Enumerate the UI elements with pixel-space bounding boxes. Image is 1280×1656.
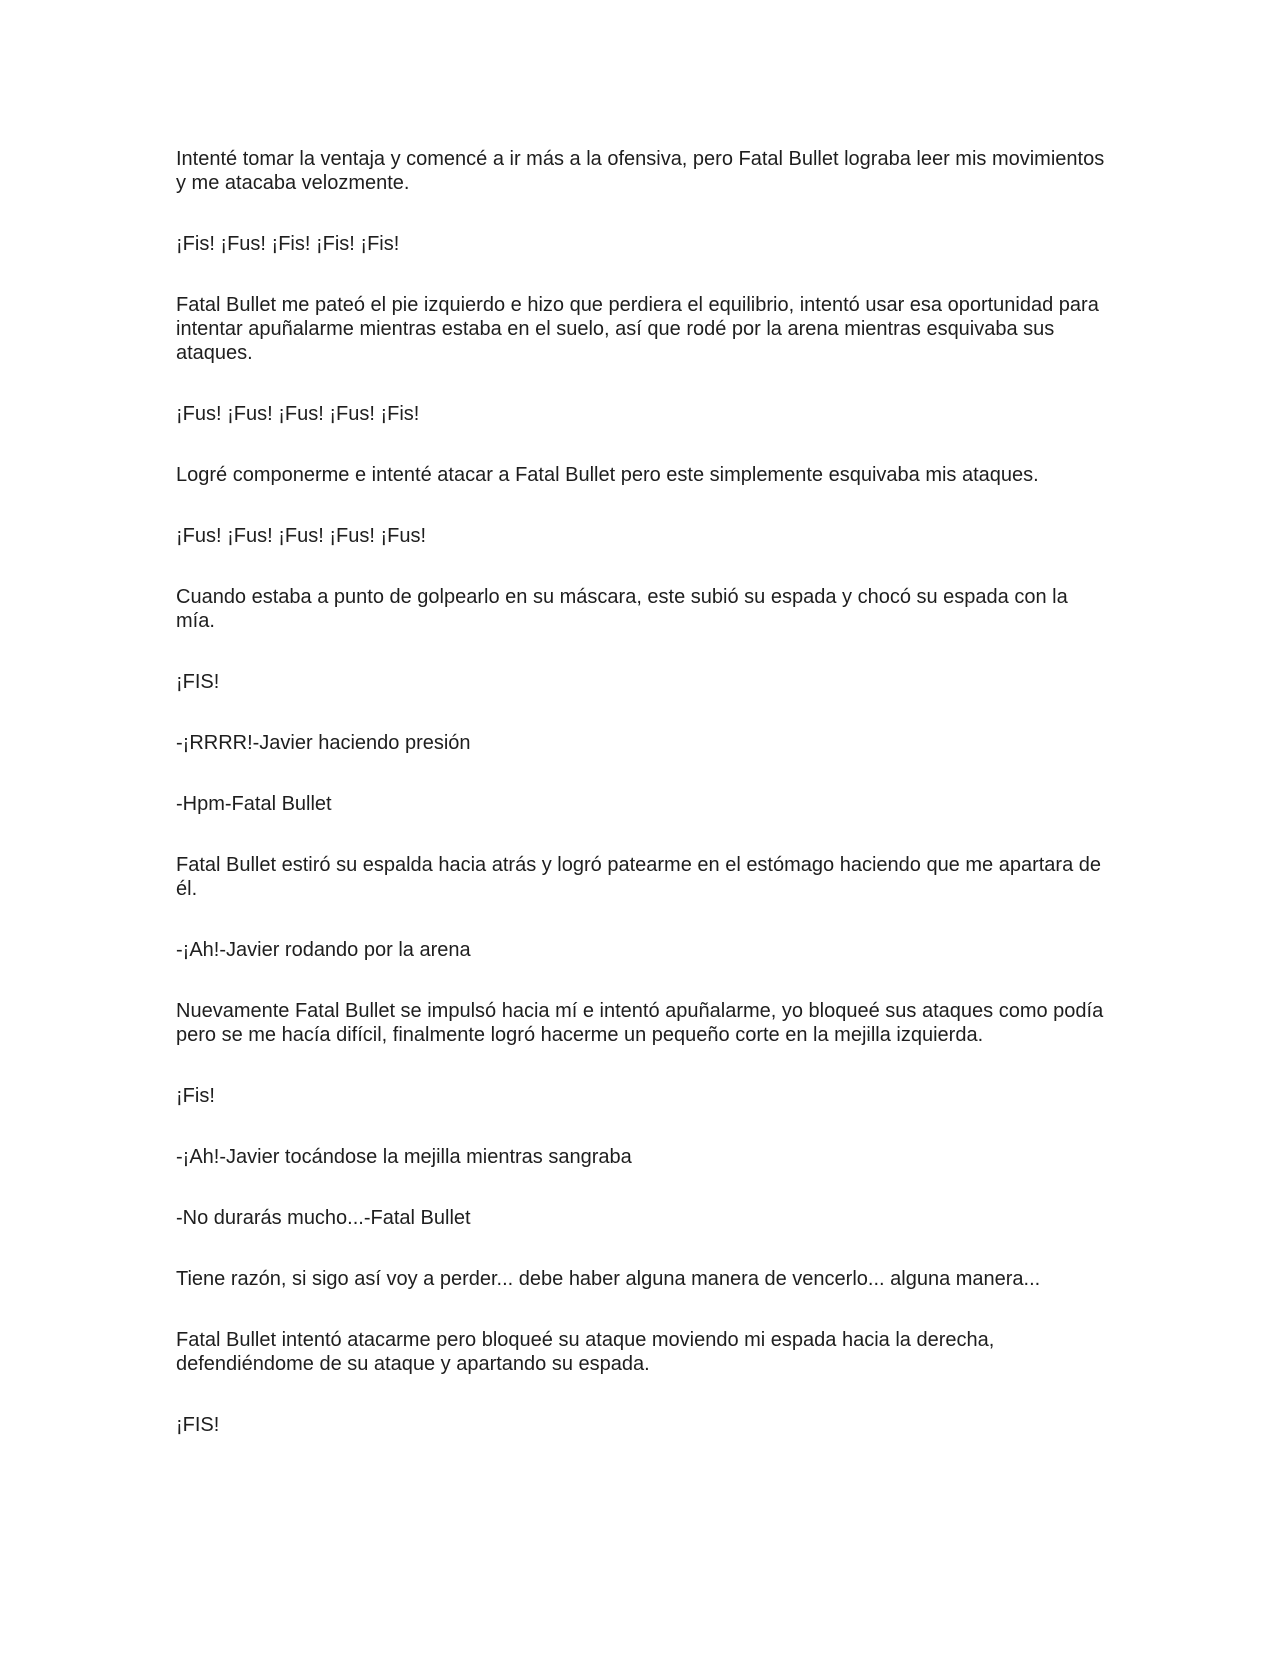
paragraph: ¡Fus! ¡Fus! ¡Fus! ¡Fus! ¡Fis!	[176, 403, 420, 425]
paragraph: Fatal Bullet intentó atacarme pero bloqueé su ataque moviendo mi espada hacia la derecha, defendiéndome de su ataque y apartando su espada.	[176, 1329, 995, 1375]
paragraph: Logré componerme e intenté atacar a Fatal Bullet pero este simplemente esquivaba mis ataques.	[176, 464, 1039, 486]
paragraph: Cuando estaba a punto de golpearlo en su máscara, este subió su espada y chocó su espada con la mía.	[176, 586, 1068, 632]
paragraph: -Hpm-Fatal Bullet	[176, 793, 332, 815]
paragraph: -¡RRRR!-Javier haciendo presión	[176, 732, 471, 754]
paragraph: ¡Fis! ¡Fus! ¡Fis! ¡Fis! ¡Fis!	[176, 233, 400, 255]
paragraph: Nuevamente Fatal Bullet se impulsó hacia mí e intentó apuñalarme, yo bloqueé sus ataques como podía pero se me hacía difícil, finalmente logró hacerme un pequeño corte en la mejilla izquierda.	[176, 1000, 1104, 1046]
paragraph: -¡Ah!-Javier rodando por la arena	[176, 939, 471, 961]
paragraph: -No durarás mucho...-Fatal Bullet	[176, 1207, 471, 1229]
paragraph: Fatal Bullet me pateó el pie izquierdo e hizo que perdiera el equilibrio, intentó usar esa oportunidad para intentar apuñalarme mientras estaba en el suelo, así que rodé por la arena mientras esquivaba sus ataques.	[176, 294, 1099, 364]
paragraph: -¡Ah!-Javier tocándose la mejilla mientras sangraba	[176, 1146, 632, 1168]
paragraph: ¡FIS!	[176, 671, 220, 693]
paragraph: ¡Fus! ¡Fus! ¡Fus! ¡Fus! ¡Fus!	[176, 525, 427, 547]
paragraph: Tiene razón, si sigo así voy a perder... debe haber alguna manera de vencerlo... alguna manera...	[176, 1268, 1041, 1290]
paragraph: ¡FIS!	[176, 1414, 220, 1436]
paragraph: Fatal Bullet estiró su espalda hacia atrás y logró patearme en el estómago haciendo que me apartara de él.	[176, 854, 1101, 900]
paragraph: Intenté tomar la ventaja y comencé a ir más a la ofensiva, pero Fatal Bullet lograba leer mis movimientos y me atacaba velozmente.	[176, 148, 1105, 194]
paragraph: ¡Fis!	[176, 1085, 215, 1107]
document-page	[176, 147, 1106, 1474]
